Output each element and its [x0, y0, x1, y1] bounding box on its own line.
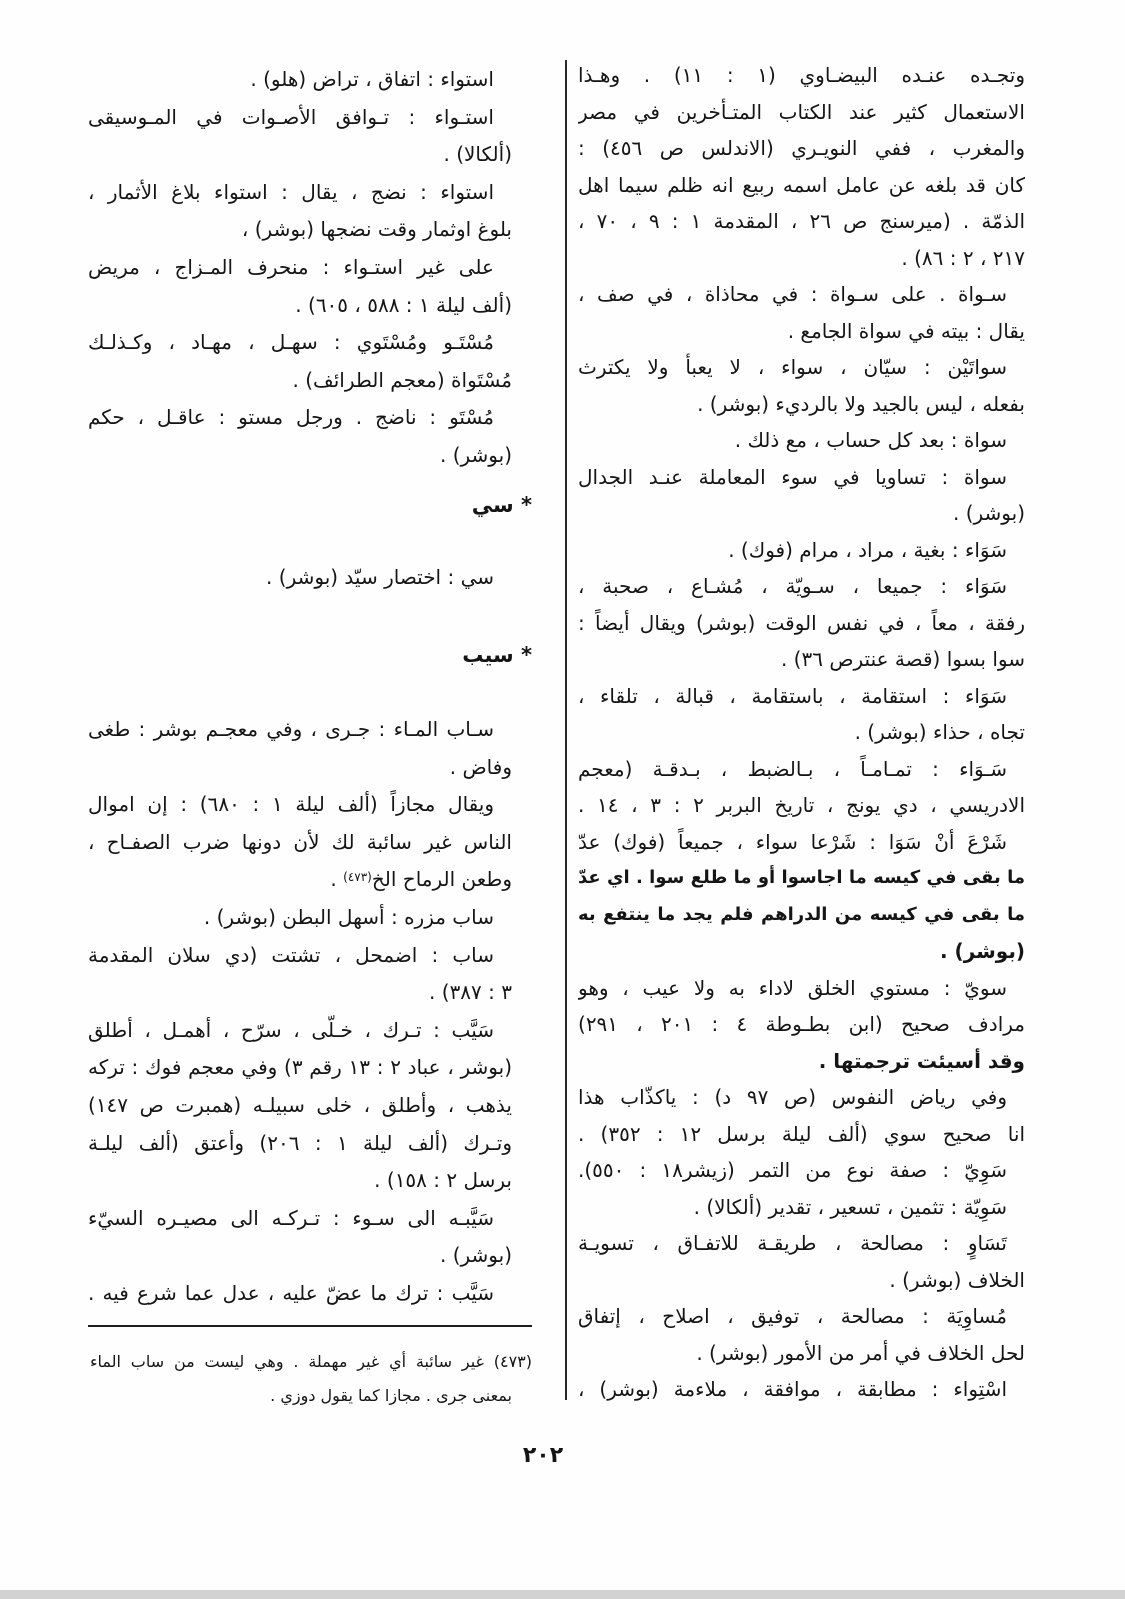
left-column-line: ٣ : ٣٨٧) . — [429, 980, 512, 1005]
entry-heading-sayb — [88, 636, 532, 674]
right-column-line: سَـوَاء : تمـامـاً ، بـالضبط ، بـدقـة (معجم — [578, 756, 1007, 781]
right-column-line: ما بقى في كيسه ما اجاسوا أو ما طلع سوا . اي عدّ — [578, 867, 1025, 888]
footnote-separator — [88, 1325, 532, 1327]
scan-edge — [0, 1590, 1125, 1599]
right-column-line: وتجـده عنـده البيضـاوي (١ : ١١) . وهـذا — [578, 63, 1025, 87]
left-column-line: وفاض . — [449, 754, 512, 779]
left-column-line — [88, 861, 512, 899]
right-column-line: والمغرب ، ففي النويـري (الاندلس ص ٤٥٦) : — [578, 136, 1025, 160]
right-column-line: انا صحيح سوي (ألف ليلة برسل ١٢ : ٣٥٢) . — [578, 1121, 1025, 1146]
right-column-line: (بوشر) . — [940, 939, 1025, 963]
left-column-istiwa-block — [88, 61, 512, 475]
left-column-line: (بوشر) . — [439, 442, 512, 467]
left-column-line: (ألف ليلة ١ : ٥٨٨ ، ٦٠٥) . — [295, 292, 512, 317]
right-column-line: اسْتِواء : مطابقة ، موافقة ، ملاءمة (بوشر) ، — [578, 1377, 1007, 1401]
right-column-line: سواة : تساويا في سوء المعاملة عنـد الجدال — [578, 464, 1007, 489]
entry-sayb-block — [88, 711, 512, 1313]
left-column-line: بلوغ اوثمار وقت نضجها (بوشر) ، — [241, 217, 512, 242]
right-column-line: سَوِيّة : تثمين ، تسعير ، تقدير (ألكالا) . — [693, 1194, 1007, 1219]
right-column-line: الاستعمال كثير عند الكتاب المتـأخرين في مصر — [578, 99, 1025, 124]
right-column-line: وفي رياض النفوس (ص ٩٧ د) : ياكذّاب هذا — [578, 1085, 1007, 1109]
right-column-line: لحل الخلاف في أمر من الأمور (بوشر) . — [696, 1340, 1025, 1365]
left-column-line: يذهب ، وأطلق ، خلى سبيلـه (همبرت ص ١٤٧) — [88, 1092, 512, 1117]
left-column-line: (ألكالا) . — [443, 142, 512, 167]
left-column-line: ساب : اضمحل ، تشتت (دي سلان المقدمة — [88, 942, 494, 967]
right-column-line: يقال : بيته في سواة الجامع . — [787, 318, 1025, 343]
right-column-line: الذمّة . (ميرسنج ص ٢٦ ، المقدمة ١ : ٩ ، ٧٠ ، — [578, 209, 1025, 233]
entry-si-block — [88, 559, 512, 597]
entry-heading-text: * سي — [471, 493, 532, 517]
right-column-line: مرادف صحيح (ابن بطـوطة ٤ : ٢٠١ ، ٢٩١) — [578, 1012, 1025, 1036]
column-divider — [565, 60, 567, 1400]
footnote-line: بمعنى جرى . مجازا كما يقول دوزي . — [270, 1386, 512, 1405]
left-column-line: ويقال مجازاً (ألف ليلة ١ : ٦٨٠) : إن اموال — [88, 792, 495, 817]
right-column-line: سَوَاء : بغية ، مراد ، مرام (فوك) . — [728, 537, 1007, 562]
right-column-line: سوا بسوا (قصة عنترص ٣٦) . — [780, 647, 1025, 671]
right-column — [578, 57, 1025, 1408]
line-text: وطعن الرماح الخ — [371, 867, 512, 892]
entry-heading-si — [88, 486, 532, 524]
line-text-tail: . — [330, 867, 344, 892]
left-column-line: سي : اختصار سيّد (بوشر) . — [266, 565, 494, 589]
left-column-line: استواء : نضج ، يقال : استواء بلاغ الأثمار ، — [88, 179, 494, 204]
left-column-line: على غير استـواء : منحرف المـزاج ، مريض — [88, 254, 494, 279]
left-column-line: مُسْتَـو ومُسْتَوي : سهـل ، مهـاد ، وكـذلـك — [88, 330, 494, 355]
left-column-line: سـاب المـاء : جـرى ، وفي معجـم بوشر : طغى — [88, 717, 494, 741]
entry-heading-text: * سيب — [462, 643, 532, 667]
right-column-line: بفعله ، ليس بالجيد ولا بالرديء (بوشر) . — [697, 391, 1025, 416]
right-column-line: سَوِيّ : صفة نوع من التمر (زيشر١٨ : ٥٥٠). — [578, 1158, 1007, 1182]
left-column-line: ساب مزره : أسهل البطن (بوشر) . — [203, 904, 494, 929]
page-number: ٢٠٢ — [522, 1443, 564, 1468]
footnotes — [90, 1345, 532, 1413]
right-column-line: رفقة ، معاً ، في نفس الوقت (بوشر) ويقال أيضاً : — [578, 610, 1025, 635]
left-column-line: برسل ٢ : ١٥٨) . — [374, 1168, 512, 1193]
right-column-line: (بوشر) . — [952, 501, 1025, 525]
footnote-ref: (٤٧٣) — [343, 869, 372, 884]
left-column-line: استـواء : تـوافق الأصـوات في المـوسيقى — [88, 104, 494, 129]
left-column-line: سَيَّبـه الى سـوء : تـركـه الى مصيـره السيّء — [88, 1205, 494, 1230]
left-column-line: سَيَّب : ترك ما عضّ عليه ، عدل عما شرع فيه . — [88, 1280, 494, 1305]
right-column-line: شَرْعَ أنْ سَوَا : شَرْعا سواء ، جميعاً (فوك) عدّ — [578, 829, 1007, 854]
left-column-line: استواء : اتفاق ، تراض (هلو) . — [250, 67, 494, 91]
right-column-line: ٢١٧ ، ٢ : ٨٦) . — [901, 245, 1025, 270]
right-column-line: الادريسي ، دي يونج ، تاريخ البربر ٢ : ٣ ، ١٤ . — [578, 793, 1025, 817]
right-column-line: سـواة . على سـواة : في محاذاة ، في صف ، — [578, 282, 1007, 306]
footnote-line: (٤٧٣) غير سائبة أي غير مهملة . وهي ليست من ساب الماء — [90, 1352, 532, 1371]
left-column-line: مُسْتَو : ناضج . ورجل مستو : عاقـل ، حكم — [88, 405, 494, 430]
right-column-line: سَوَاء : جميعا ، سـويّة ، مُشـاع ، صحبة ، — [578, 574, 1007, 598]
right-column-line: وقد أسيئت ترجمتها . — [818, 1048, 1025, 1073]
left-column-line: (بوشر) . — [439, 1243, 512, 1268]
right-column-line: سَوَاء : استقامة ، باستقامة ، قبالة ، تلقاء ، — [578, 683, 1007, 708]
right-column-line: سواتَيْن : سيّان ، سواء ، لا يعبأ ولا يكترث — [578, 355, 1007, 379]
right-column-line: سواة : بعد كل حساب ، مع ذلك . — [734, 428, 1007, 452]
left-column-line: سَيَّب : تـرك ، خـلّى ، سرّح ، أهمـل ، أطلق — [88, 1017, 494, 1042]
right-column-line: سويّ : مستوي الخلق لاداء به ولا عيب ، وهو — [578, 975, 1007, 1000]
right-column-line: الخلاف (بوشر) . — [889, 1267, 1025, 1292]
right-column-line: كان قد بلغه عن عامل اسمه ربيع انه ظلم سيما اهل — [578, 172, 1025, 197]
left-column-line: وتـرك (ألف ليلة ١ : ٢٠٦) وأعتق (ألف ليلـة — [88, 1130, 512, 1155]
left-column-line: مُسْتَواة (معجم الطرائف) . — [292, 367, 512, 392]
left-column-line: (بوشر ، عباد ٢ : ١٣ رقم ٣) وفي معجم فوك : تركه — [88, 1055, 512, 1080]
left-column-line: الناس غير سائبة لك لأن دونها ضرب الصفـاح ، — [88, 829, 512, 854]
right-column-line: ما بقى في كيسه من الدراهم فلم يجد ما ينتفع به — [578, 903, 1025, 925]
right-column-line: مُساوِيَة : مصالحة ، توفيق ، اصلاح ، إتفاق — [578, 1304, 1007, 1328]
right-column-line: تَسَاوٍ : مصالحة ، طريقـة للاتفـاق ، تسويـة — [578, 1231, 1007, 1255]
right-column-line: تجاه ، حذاء (بوشر) . — [854, 720, 1025, 744]
